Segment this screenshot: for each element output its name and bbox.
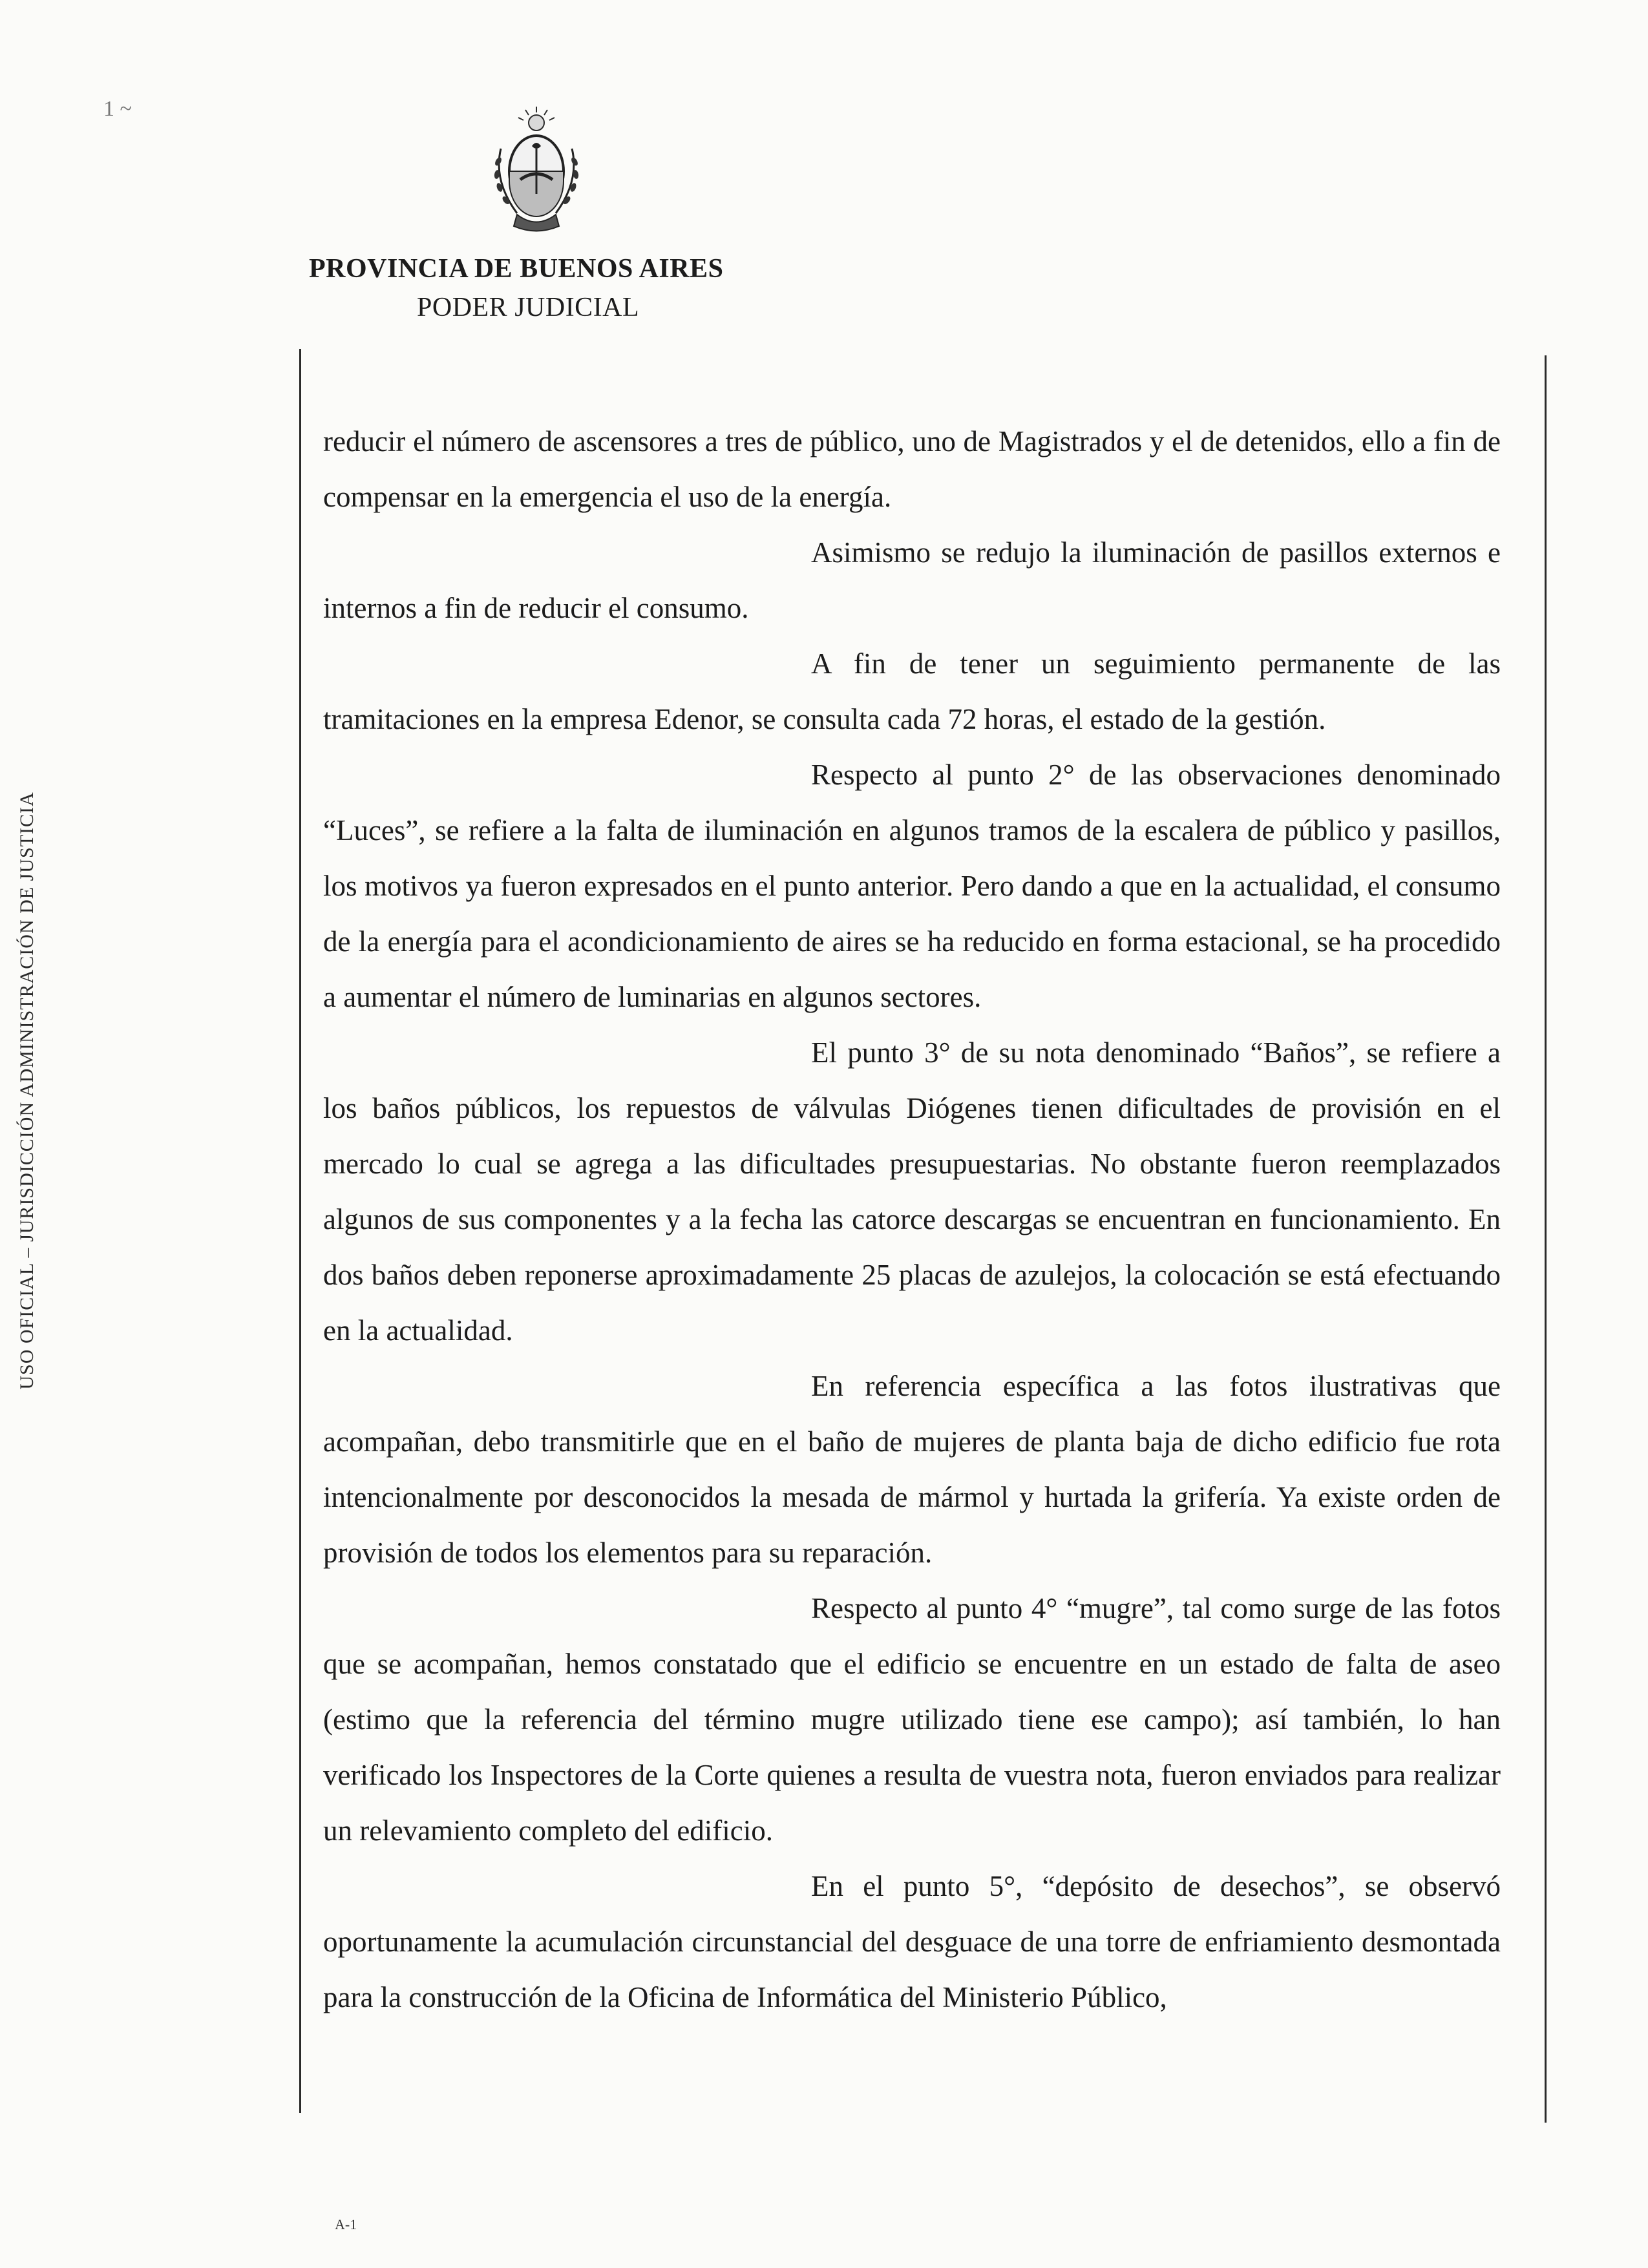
paragraph-6: En referencia específica a las fotos ilustrativas que acompañan, debo transmitirle que en el baño de mujeres de planta baja de dicho edificio fue rota intencionalmente por desconocidos la mesada de mármol y hurtada la grifería. Ya existe orden de provisión de todos los elementos para su reparación. [323,1370,1501,1569]
header-title: PROVINCIA DE BUENOS AIRES [309,254,724,284]
paragraph-3: A fin de tener un seguimiento permanente de las tramitaciones en la empresa Edenor, se consulta cada 72 horas, el estado de la gestión. [323,647,1501,735]
coat-of-arms-seal-icon [481,103,591,239]
right-margin-rule [1545,355,1547,2123]
paragraph-5: El punto 3° de su nota denominado “Baños”, se refiere a los baños públicos, los repuestos de válvulas Diógenes tienen dificultades de provisión en el mercado lo cual se agrega a las dificultades presupuestarias. No obstante fueron reemplazados algunos de sus componentes y a la fecha las catorce descargas se encuentran en funcionamiento. En dos baños deben reponerse aproximadamente 25 placas de azulejos, la colocación se está efectuando en la actualidad. [323,1036,1501,1347]
footer-page-code: A-1 [335,2216,357,2232]
scan-mark: 1 ~ [103,97,132,121]
paragraph-7: Respecto al punto 4° “mugre”, tal como surge de las fotos que se acompañan, hemos constatado que el edificio se encuentre en un estado de falta de aseo (estimo que la referencia del término mugre utilizado tiene ese campo); así también, lo han verificado los Inspectores de la Corte quienes a resulta de vuestra nota, fueron enviados para realizar un relevamiento completo del edificio. [323,1592,1501,1847]
document-body [323,414,1501,2025]
left-margin-rule [299,349,301,2113]
paragraph-1: reducir el número de ascensores a tres de público, uno de Magistrados y el de detenidos, ello a fin de compensar en la emergencia el uso de la energía. [323,425,1501,513]
side-margin-note: USO OFICIAL – JURISDICCIÓN ADMINISTRACIÓN DE JUSTICIA [16,792,37,1390]
paragraph-8: En el punto 5°, “depósito de desechos”, se observó oportunamente la acumulación circunstancial del desguace de una torre de enfriamiento desmontada para la construcción de la Oficina de Informática del Ministerio Público, [323,1870,1501,2013]
header-subtitle: PODER JUDICIAL [417,293,640,322]
paragraph-2: Asimismo se redujo la iluminación de pasillos externos e internos a fin de reducir el consumo. [323,536,1501,624]
paragraph-4: Respecto al punto 2° de las observaciones denominado “Luces”, se refiere a la falta de iluminación en algunos tramos de la escalera de público y pasillos, los motivos ya fueron expresados en el punto anterior. Pero dando a que en la actualidad, el consumo de la energía para el acondicionamiento de aires se ha reducido en forma estacional, se ha procedido a aumentar el número de luminarias en algunos sectores. [323,759,1501,1013]
